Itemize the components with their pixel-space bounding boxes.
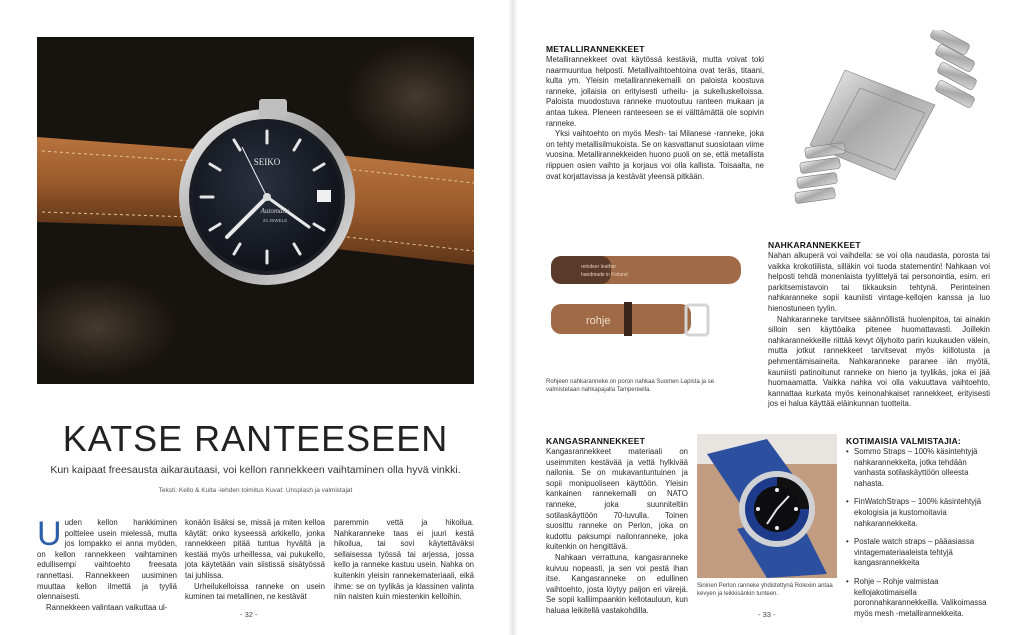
maker-item: • Sommo Straps – 100% käsintehtyjä nahkarannekkeita, jotka tehdään vanhasta sotilaskäyttöön olleesta nahasta.	[846, 447, 990, 489]
watch-dial-line1: Automatic	[260, 207, 290, 215]
body-column-1	[37, 515, 177, 613]
fabric-paragraph-1: Kangasrannekkeet materiaali on useimmiten kestävää ja vettä hylkivää nailonia. Se on mukavantuntuinen ja sopii monipuoliseen käyttöön. Yleisin kankainen rannekemalli on NATO ranneke, joka suunniteltiin sotilaskäyttöön 70-luvulla. Toinen suosittu ranneke on Perlon, joka on kudottu paksumpi nailonranneke, joka kuitenkin on hengittävä.	[546, 447, 688, 552]
makers-list-container	[846, 447, 990, 627]
maker-item: • Rohje – Rohje valmistaa kellojakotimaisella poronnahkarannekkeilla. Valikoimassa myös mesh -metallirannekkeita.	[846, 577, 990, 619]
maker-item: • Postale watch straps – pääasiassa vintagemateriaaleista tehtyjä kangasrannekkeita	[846, 537, 990, 569]
col1-paragraph-1: uden kellon hankkiminen polttelee usein mielessä, mutta jos lompakko ei anna myöden, on kellon rannekkeen vaihtaminen edullisempi vaihtoehto freesata rannettasi. Rannekkeen uusiminen muuttaa kellon ilmettä ja tyyliä olennaisesti.	[37, 518, 177, 602]
leather-caption: Rohjeen nahkaranneke on poron nahkaa Suomen Lapista ja se valmistetaan nahkapajalla Tampereella.	[546, 379, 715, 393]
col2-paragraph-2: Urheilukelloissa ranneke on usein kuminen tai metallinen, ne kestävät	[185, 581, 325, 602]
strap-brand-text: rohje	[586, 315, 611, 327]
strap-text-1: reindeer leather	[581, 264, 617, 270]
col2-paragraph-1: konäön lisäksi se, missä ja miten kelloa käytät: onko kyseessä arkikello, jonka rannekkeen pitää tuntua hyvältä ja kestää myös urheillessa, vai pukukello, jota käytetään vain siistissä sisätyössä tai juhlissa.	[185, 518, 325, 580]
article-lead: Kun kaipaat freesausta aikarautaasi, voi kellon rannekkeen vaihtaminen olla hyvä vinkki.	[50, 464, 461, 476]
drop-cap: U	[37, 515, 62, 553]
strap-text-2: handmade in Finland	[581, 272, 628, 278]
fabric-caption: Sininen Perlon ranneke yhdistettynä Rolexiin antaa kevyen ja leikkisänkin tunteen.	[697, 583, 833, 597]
metal-paragraph-2: Yksi vaihtoehto on myös Mesh- tai Milanese -ranneke, joka on tehty metallisilmukoista. Se on kasvattanut suosiotaan viime vuosina. Metallirannekkeiden huono puoli on se, että metallista riippuen osien vaihto ja korjaus voi olla kallista. Toisaalta, ne ovat korjattavissa ja kestävät yleensä pitkään.	[546, 129, 764, 181]
leather-section	[768, 251, 990, 410]
col1-paragraph-2: Rannekkeen valintaan vaikuttaa ul-	[46, 602, 168, 612]
page-number-right: - 33 -	[758, 610, 776, 619]
fabric-section	[546, 447, 688, 617]
body-column-2	[185, 518, 325, 603]
metal-section	[546, 55, 764, 182]
makers-heading: KOTIMAISIA VALMISTAJIA:	[846, 436, 961, 446]
watch-brand-text: SEIKO	[253, 157, 281, 167]
body-column-3	[334, 518, 474, 603]
fabric-paragraph-2: Nahkaan verrattuna, kangasranneke kuivuu nopeasti, ja sen voi pestä ihan itse. Kangasranneke on edullinen vaihtoehto, josta löytyy paljon eri värejä. Se sopii kalliimpaankin kellotauluun, kun haluaa leikitellä vastakohdilla.	[546, 552, 688, 615]
hero-watch-photo	[37, 37, 474, 384]
col3-paragraph-1: paremmin vettä ja hikoilua. Nahkaranneke taas ei juuri kestä hikoilua, tai sovi käytettäväksi sellaisessa työssä tai arjessa, jossa kello ja ranneke kastuu usein. Nahka on kuitenkin yleisin rannekemateriaali, eikä ihme: se on tyylikäs ja klassinen valinta niin naisten kuin miestenkin kelloihin.	[334, 518, 474, 602]
perlon-strap-photo	[697, 434, 837, 578]
leather-paragraph-2: Nahkaranneke tarvitsee säännöllistä huolenpitoa, tai ainakin silloin sen käyttöaika pitenee huomattavasti. Joillekin nahkarannekkeille riittää kevyt öljyhoito parin kuukauden välein, mutta jotkut rannekkeet tarvitsevat myös kiillotusta ja pehmentämisaineita. Nahkaranneke paranee iän myötä, kauniisti patinoitunut ranneke on hieno ja tyylikäs, joka ei jää huomaamatta. Vaikka nahka voi olla vakuuttava vaihtoehto, kannattaa kurkata myös keinonahkaiset rannekkeet, erityisesti jos ei halua käyttää eläinkunnan tuotteita.	[768, 314, 990, 409]
page-number-left: - 32 -	[240, 610, 258, 619]
maker-item: • FinWatchStraps – 100% käsintehtyjä ekologisia ja kustomoitavia nahkarannekkeita.	[846, 497, 990, 529]
leather-strap-photo	[546, 250, 748, 350]
metal-paragraph-1: Metallirannekkeet ovat käytössä kestäviä, mutta voivat toki naarmuuntua helposti. Metallivaihtoehtoina ovat teräs, titaani, kulta ym. Yleisin metallirannekemalli on paloista koostuva ranneke, jollaisia on erityisesti urheilu- ja sukelluskelloissa. Paloista muodostuva ranneke muotoutuu ranteen mukaan ja antaa tukea. Pleneen ranteeseen se ei välttämättä ole sopivin ranneke.	[546, 55, 764, 128]
article-title: KATSE RANTEESEEN	[62, 418, 449, 459]
metal-heading: METALLIRANNEKKEET	[546, 44, 645, 54]
makers-list	[846, 447, 990, 619]
leather-paragraph-1: Nahan alkuperä voi vaihdella: se voi olla naudasta, porosta tai vaikka krokotiilista, silläkin voi tuoda statementin! Nahkaan voi helposti tehdä monenlaista tyylittelyä tai personointia, esim. eri parkitsemistavoin tai tikkauksin tehtynä. Perinteinen nahkaranneke sopii kauniisti vintage-kellojen kanssa ja luo hienostuneen tyylin.	[768, 251, 990, 313]
fabric-heading: KANGASRANNEKKEET	[546, 436, 646, 446]
metal-bracelet-photo	[785, 30, 990, 210]
page-gutter	[508, 0, 518, 635]
watch-dial-line2: 23 JEWELS	[262, 218, 288, 223]
leather-heading: NAHKARANNEKKEET	[768, 240, 861, 250]
article-credit: Teksti: Kello & Kulta -lehden toimitus Kuvat: Unsplash ja valmistajat	[158, 487, 353, 494]
